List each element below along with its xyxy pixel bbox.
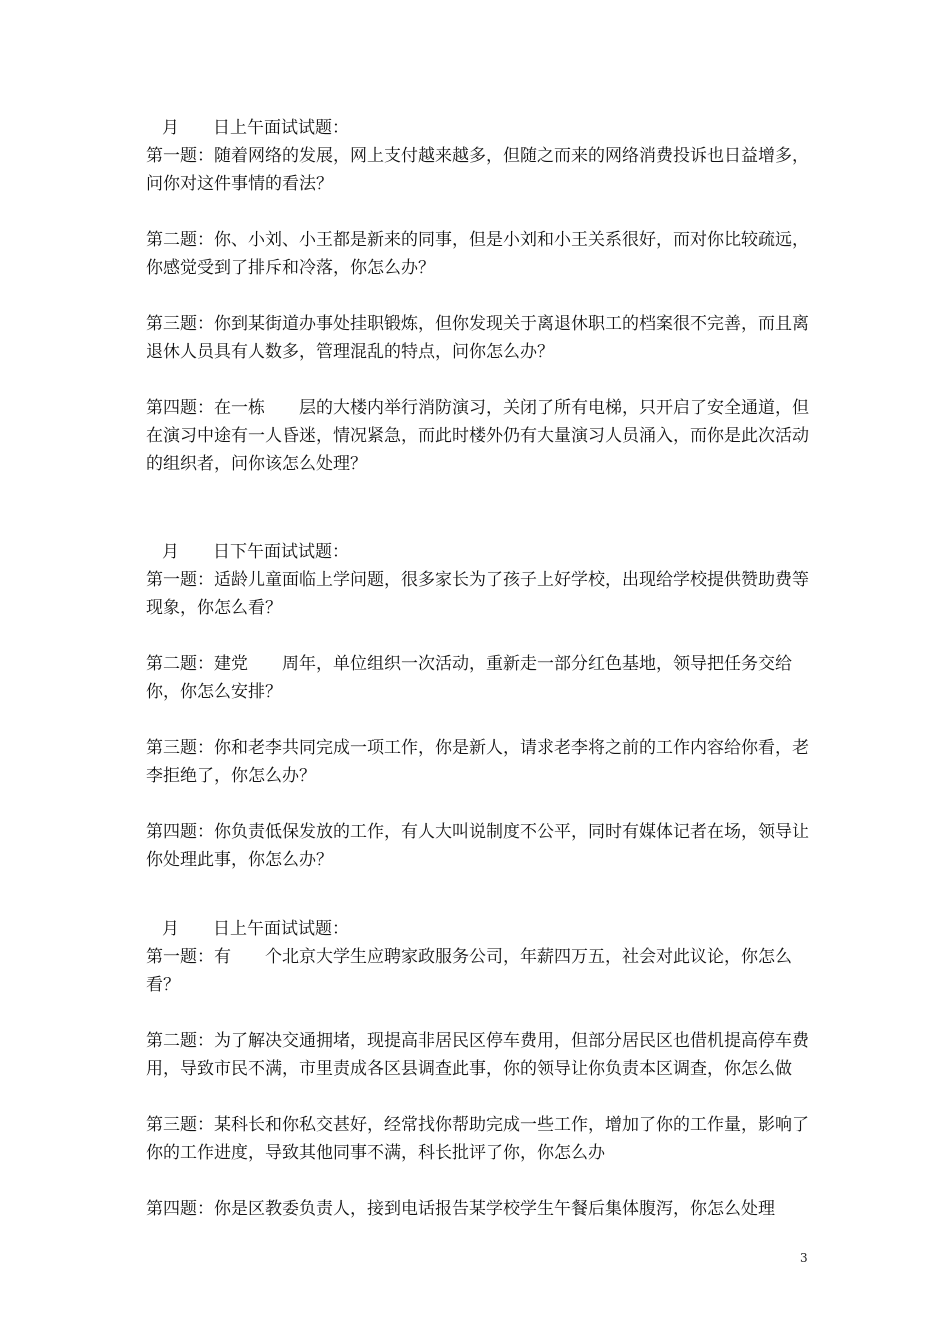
- session-2: [146, 538, 816, 874]
- document-body: [146, 114, 816, 1264]
- question-3: 第三题：你和老李共同完成一项工作，你是新人，请求老李将之前的工作内容给你看，老李拒绝了，你怎么办？: [146, 738, 809, 786]
- question-4: 第四题：在一栋 层的大楼内举行消防演习，关闭了所有电梯，只开启了安全通道，但在演习中途有一人昏迷，情况紧急，而此时楼外仍有大量演习人员涌入，而你是此次活动的组织者，问你该怎么处理？: [146, 398, 809, 474]
- question-4: 第四题：你是区教委负责人，接到电话报告某学校学生午餐后集体腹泻，你怎么处理: [146, 1199, 775, 1219]
- question-2: 第二题：为了解决交通拥堵，现提高非居民区停车费用，但部分居民区也借机提高停车费用，导致市民不满，市里责成各区县调查此事，你的领导让你负责本区调查，你怎么做: [146, 1031, 809, 1079]
- session-1: [146, 114, 816, 478]
- page-number: 3: [800, 1251, 808, 1265]
- question-1: 第一题：有 个北京大学生应聘家政服务公司，年薪四万五，社会对此议论，你怎么看？: [146, 947, 792, 995]
- question-3: 第三题：你到某街道办事处挂职锻炼，但你发现关于离退休职工的档案很不完善，而且离退休人员具有人数多，管理混乱的特点，问你怎么办？: [146, 314, 809, 362]
- question-4: 第四题：你负责低保发放的工作，有人大叫说制度不公平，同时有媒体记者在场，领导让你处理此事，你怎么办？: [146, 822, 809, 870]
- session-3: [146, 915, 816, 1223]
- session-heading: 月 日上午面试试题：: [162, 118, 349, 138]
- question-1: 第一题：适龄儿童面临上学问题，很多家长为了孩子上好学校，出现给学校提供赞助费等现象，你怎么看？: [146, 570, 809, 618]
- question-1: 第一题：随着网络的发展，网上支付越来越多，但随之而来的网络消费投诉也日益增多，问你对这件事情的看法？: [146, 146, 809, 194]
- question-3: 第三题：某科长和你私交甚好，经常找你帮助完成一些工作，增加了你的工作量，影响了你的工作进度，导致其他同事不满，科长批评了你，你怎么办: [146, 1115, 809, 1163]
- session-heading: 月 日上午面试试题：: [162, 919, 349, 939]
- question-2: 第二题：你、小刘、小王都是新来的同事，但是小刘和小王关系很好，而对你比较疏远，你感觉受到了排斥和冷落，你怎么办？: [146, 230, 809, 278]
- question-2: 第二题：建党 周年，单位组织一次活动，重新走一部分红色基地，领导把任务交给你，你怎么安排？: [146, 654, 792, 702]
- session-heading: 月 日下午面试试题：: [162, 542, 349, 562]
